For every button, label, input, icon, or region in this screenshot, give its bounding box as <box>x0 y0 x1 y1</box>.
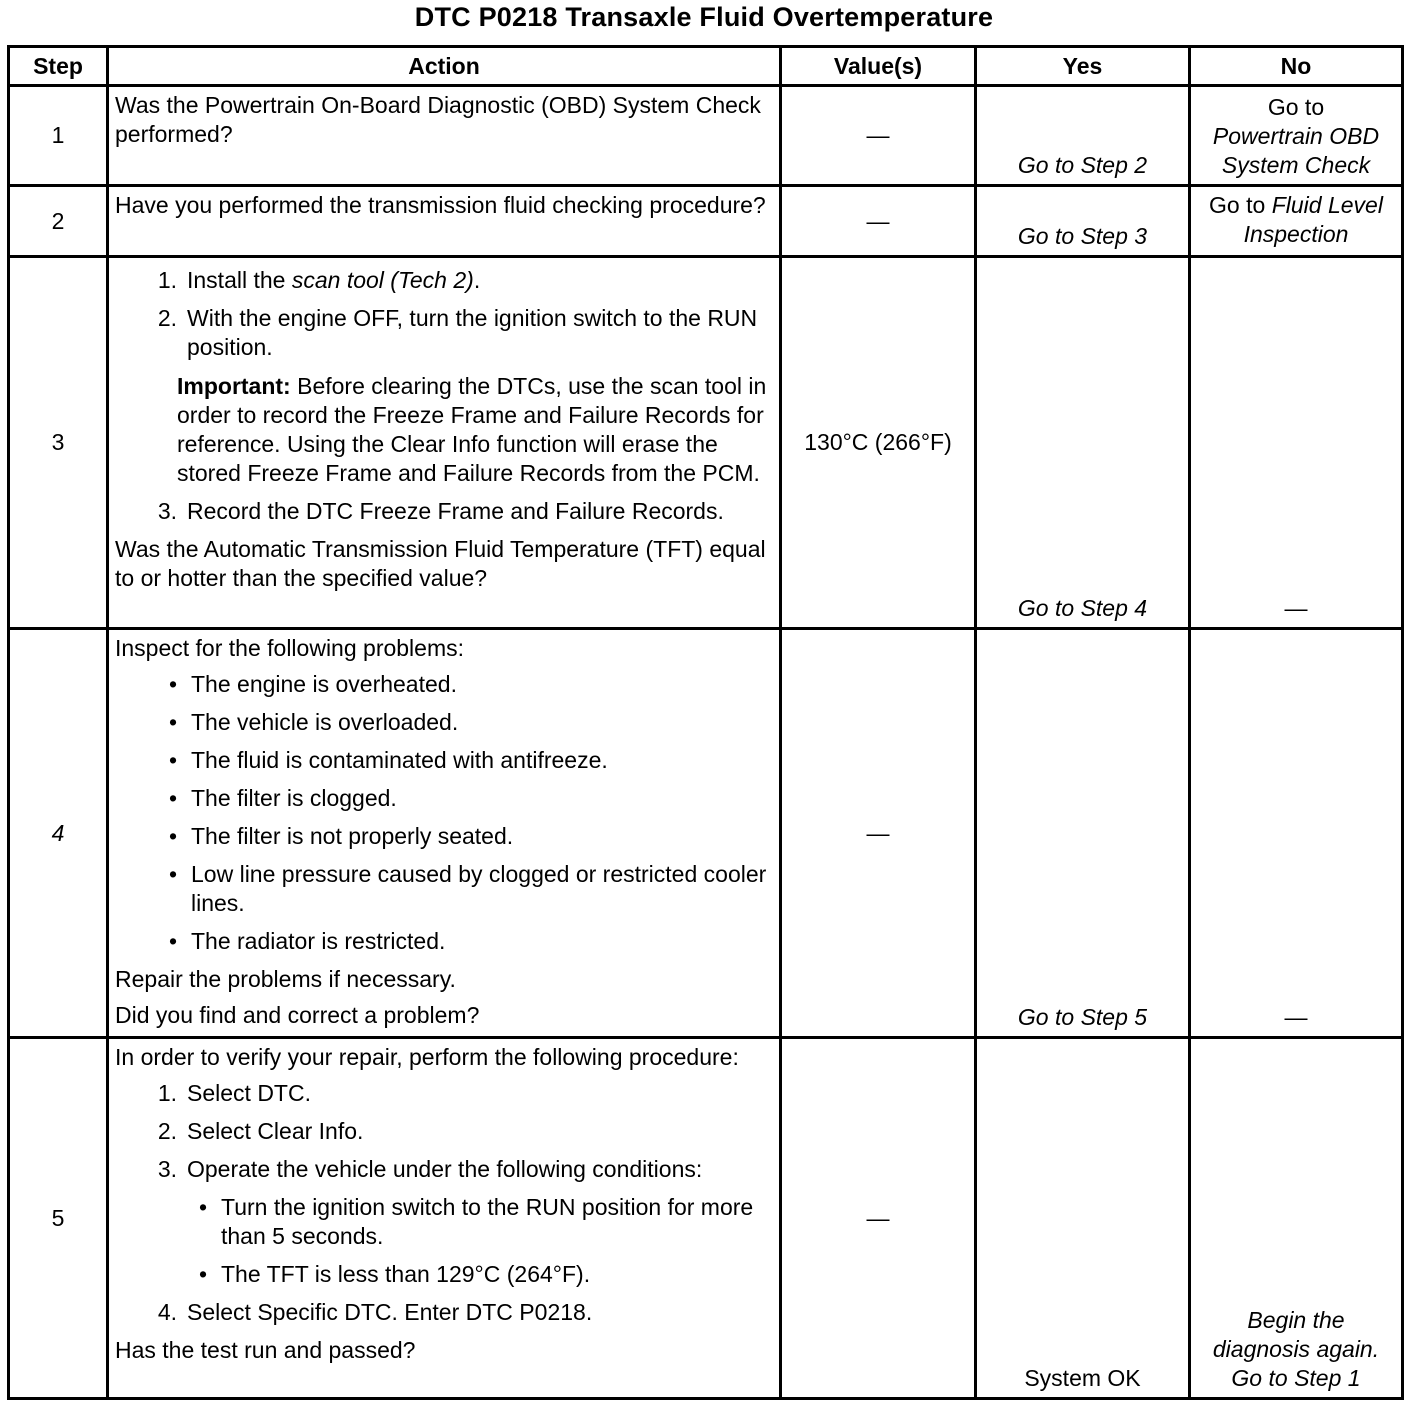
step-number: 3 <box>9 257 108 629</box>
value-text: — <box>866 207 890 234</box>
no-prefix: Go to <box>1209 192 1266 218</box>
item-text: Install the <box>187 267 292 293</box>
list-item <box>115 497 773 526</box>
table-row <box>9 629 1403 1038</box>
question-text: Did you find and correct a problem? <box>115 1002 480 1028</box>
step-number: 4 <box>9 629 108 1038</box>
item-text: The radiator is restricted. <box>191 928 446 954</box>
scan-tool-link[interactable]: scan tool (Tech 2) <box>291 267 474 293</box>
item-text: The fluid is contaminated with antifreeze. <box>191 747 608 773</box>
intro-text: In order to verify your repair, perform the following procedure: <box>115 1044 739 1070</box>
no-link[interactable]: Fluid Level Inspection <box>1243 192 1383 247</box>
no-prefix: Go to <box>1267 94 1325 120</box>
list-item <box>115 1193 773 1251</box>
value-cell <box>781 257 976 629</box>
list-item <box>115 927 773 956</box>
yes-cell[interactable]: Go to Step 3 <box>976 186 1190 257</box>
no-link[interactable]: Powertrain OBD System Check <box>1212 123 1380 178</box>
action-cell <box>108 629 781 1038</box>
item-text: The TFT is less than 129°C (264°F). <box>221 1261 591 1287</box>
bullet-icon: • <box>198 1261 207 1287</box>
action-cell <box>108 86 781 186</box>
header-step: Step <box>9 47 108 86</box>
important-label: Important: <box>177 373 291 399</box>
no-cell: — <box>1190 257 1403 629</box>
item-text: The vehicle is overloaded. <box>191 709 459 735</box>
item-number: 2. <box>157 1118 177 1144</box>
list-item <box>115 746 773 775</box>
item-number: 3. <box>157 498 177 524</box>
value-text: — <box>866 122 890 148</box>
table-row <box>9 257 1403 629</box>
list-item <box>115 1298 773 1327</box>
item-number: 2. <box>157 305 177 331</box>
page-title: DTC P0218 Transaxle Fluid Overtemperature <box>414 2 994 32</box>
item-number: 4. <box>157 1299 177 1325</box>
bullet-icon: • <box>168 671 177 697</box>
bullet-icon: • <box>168 861 177 887</box>
action-cell <box>108 1038 781 1399</box>
bullet-icon: • <box>168 747 177 773</box>
item-text: The filter is not properly seated. <box>191 823 514 849</box>
bullet-icon: • <box>168 709 177 735</box>
list-item <box>115 1079 773 1108</box>
question-text: Was the Automatic Transmission Fluid Temperature (TFT) equal to or hotter than the specified value? <box>115 536 766 591</box>
item-number: 3. <box>157 1156 177 1182</box>
item-text: Select Clear Info. <box>187 1118 364 1144</box>
item-number: 1. <box>157 267 177 293</box>
item-text: Select Specific DTC. Enter DTC P0218. <box>187 1299 593 1325</box>
list-item <box>115 1260 773 1289</box>
diagnostic-table <box>7 45 1404 1400</box>
value-cell <box>781 86 976 186</box>
list-item <box>115 266 773 295</box>
action-text: Was the Powertrain On-Board Diagnostic (OBD) System Check performed? <box>115 92 761 147</box>
item-text: . <box>473 267 481 293</box>
value-text: 130°C (266°F) <box>804 429 952 455</box>
question-text: Has the test run and passed? <box>115 1337 416 1363</box>
item-number: 1. <box>157 1080 177 1106</box>
item-text: The engine is overheated. <box>191 671 457 697</box>
list-item <box>115 708 773 737</box>
no-cell[interactable] <box>1190 186 1403 257</box>
intro-text: Inspect for the following problems: <box>115 635 465 661</box>
action-cell <box>108 257 781 629</box>
action-cell <box>108 186 781 257</box>
bullet-icon: • <box>168 928 177 954</box>
list-item <box>115 860 773 918</box>
no-cell[interactable] <box>1190 86 1403 186</box>
header-yes: Yes <box>976 47 1190 86</box>
table-row <box>9 186 1403 257</box>
yes-cell[interactable]: Go to Step 5 <box>976 629 1190 1038</box>
list-item <box>115 822 773 851</box>
item-text: Operate the vehicle under the following conditions: <box>187 1156 703 1182</box>
action-text: Have you performed the transmission fluid checking procedure? <box>115 192 766 218</box>
list-item <box>115 670 773 699</box>
important-note <box>177 372 773 488</box>
header-action: Action <box>108 47 781 86</box>
bullet-icon: • <box>168 785 177 811</box>
item-text: Record the DTC Freeze Frame and Failure Records. <box>187 498 724 524</box>
step-number: 5 <box>9 1038 108 1399</box>
header-row <box>9 47 1403 86</box>
value-cell <box>781 629 976 1038</box>
yes-cell[interactable]: System OK <box>976 1038 1190 1399</box>
step-number: 2 <box>9 186 108 257</box>
value-text: — <box>866 819 890 846</box>
repair-text: Repair the problems if necessary. <box>115 966 456 992</box>
yes-cell[interactable]: Go to Step 2 <box>976 86 1190 186</box>
item-text: Turn the ignition switch to the RUN position for more than 5 seconds. <box>221 1194 754 1249</box>
item-text: With the engine OFF, turn the ignition switch to the RUN position. <box>187 305 758 360</box>
table-row <box>9 86 1403 186</box>
yes-cell[interactable]: Go to Step 4 <box>976 257 1190 629</box>
no-cell: — <box>1190 629 1403 1038</box>
table-row <box>9 1038 1403 1399</box>
no-cell[interactable]: Begin the diagnosis again. Go to Step 1 <box>1190 1038 1403 1399</box>
item-text: Select DTC. <box>187 1080 311 1106</box>
header-values: Value(s) <box>781 47 976 86</box>
important-text: Before clearing the DTCs, use the scan tool in order to record the Freeze Frame and Failure Records for reference. Using the Clear Info function will erase the stored Freeze Frame and Failure Records from the PCM. <box>177 373 767 486</box>
value-text: — <box>866 1204 890 1231</box>
list-item <box>115 784 773 813</box>
list-item <box>115 304 773 362</box>
item-text: Low line pressure caused by clogged or restricted cooler lines. <box>191 861 767 916</box>
item-text: The filter is clogged. <box>191 785 397 811</box>
header-no: No <box>1190 47 1403 86</box>
value-cell <box>781 186 976 257</box>
list-item <box>115 1155 773 1184</box>
bullet-icon: • <box>168 823 177 849</box>
step-number: 1 <box>9 86 108 186</box>
list-item <box>115 1117 773 1146</box>
value-cell <box>781 1038 976 1399</box>
bullet-icon: • <box>198 1194 207 1220</box>
